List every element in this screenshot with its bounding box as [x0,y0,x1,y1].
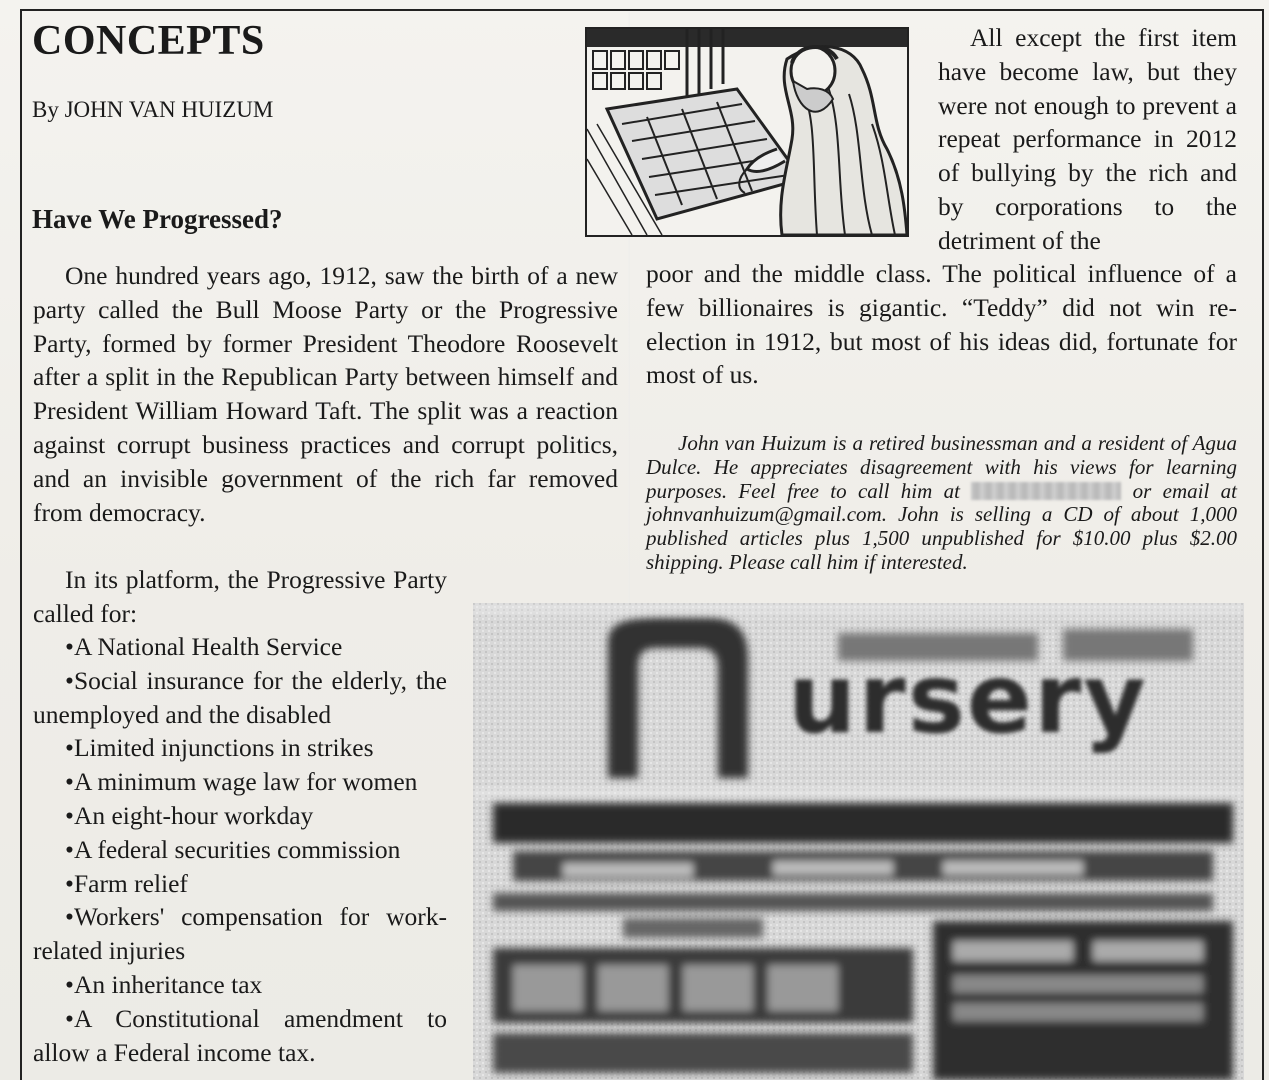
article-paragraph-3-top-text: All except the first item have become law, but they were not enough to prevent a repeat performance in 2012 of bullying by the rich and by corporations to the detriment of the [938,23,1237,255]
nursery-advertisement [473,603,1244,1080]
author-bio-text [646,432,1237,575]
author-bio-before-phone: John van Huizum is a retired businessman and a resident of Agua Dulce. He appreciates disagreement with his views for learning purposes. Feel free to call him at [646,431,1237,503]
article-paragraph-2-text: In its platform, the Progressive Party called for: [33,565,447,628]
article-paragraph-3-top [938,21,1237,258]
author-bio-after-phone: or email at johnvanhuizum@gmail.com. John is selling a CD of about 1,000 published articles plus 1,500 unpublished for $10.00 plus $2.00 shipping. Please call him if interested. [646,478,1237,574]
platform-list [33,630,447,1069]
column-rule-left [20,9,22,1080]
article-paragraph-1-text: One hundred years ago, 1912, saw the birth of a new party called the Bull Moose Party or the Progressive Party, formed by former President Theodore Roosevelt after a split in the Republican Party between himself and President William Howard Taft. The split was a reaction against corrupt business practices and corrupt politics, and an invisible government of the rich far removed from democracy. [33,261,618,527]
platform-list-item: • Workers' compensation for work-related injuries [33,900,447,968]
platform-list-item: • A federal securities commission [33,833,447,867]
platform-list-item: • An inheritance tax [33,968,447,1002]
platform-list-item: • Limited injunctions in strikes [33,731,447,765]
author-bio [646,432,1237,575]
redacted-phone-number [971,482,1121,500]
article-paragraph-1 [33,259,618,529]
column-masthead: CONCEPTS [32,18,265,64]
platform-list-item: • A Constitutional amendment to allow a Federal income tax. [33,1002,447,1070]
column-rule-top [20,9,1264,11]
column-rule-right [1262,9,1264,1080]
nursery-logo-text: ursery [788,643,1148,755]
article-headline: Have We Progressed? [32,204,283,234]
platform-list-item: • A National Health Service [33,630,447,664]
platform-list-item: • Farm relief [33,867,447,901]
article-paragraph-2 [33,563,447,631]
article-paragraph-3-continued-text: poor and the middle class. The political influence of a few billionaires is gigantic. “Teddy” did not win re-election in 1912, but most of his ideas did, fortunate for most of us. [646,259,1237,390]
article-paragraph-3-continued [646,257,1237,392]
platform-list-item: • An eight-hour workday [33,799,447,833]
platform-list-item: • Social insurance for the elderly, the unemployed and the disabled [33,664,447,732]
platform-list-item: • A minimum wage law for women [33,765,447,799]
byline: By JOHN VAN HUIZUM [32,97,274,122]
scholar-at-organ-woodcut-icon [585,27,909,237]
